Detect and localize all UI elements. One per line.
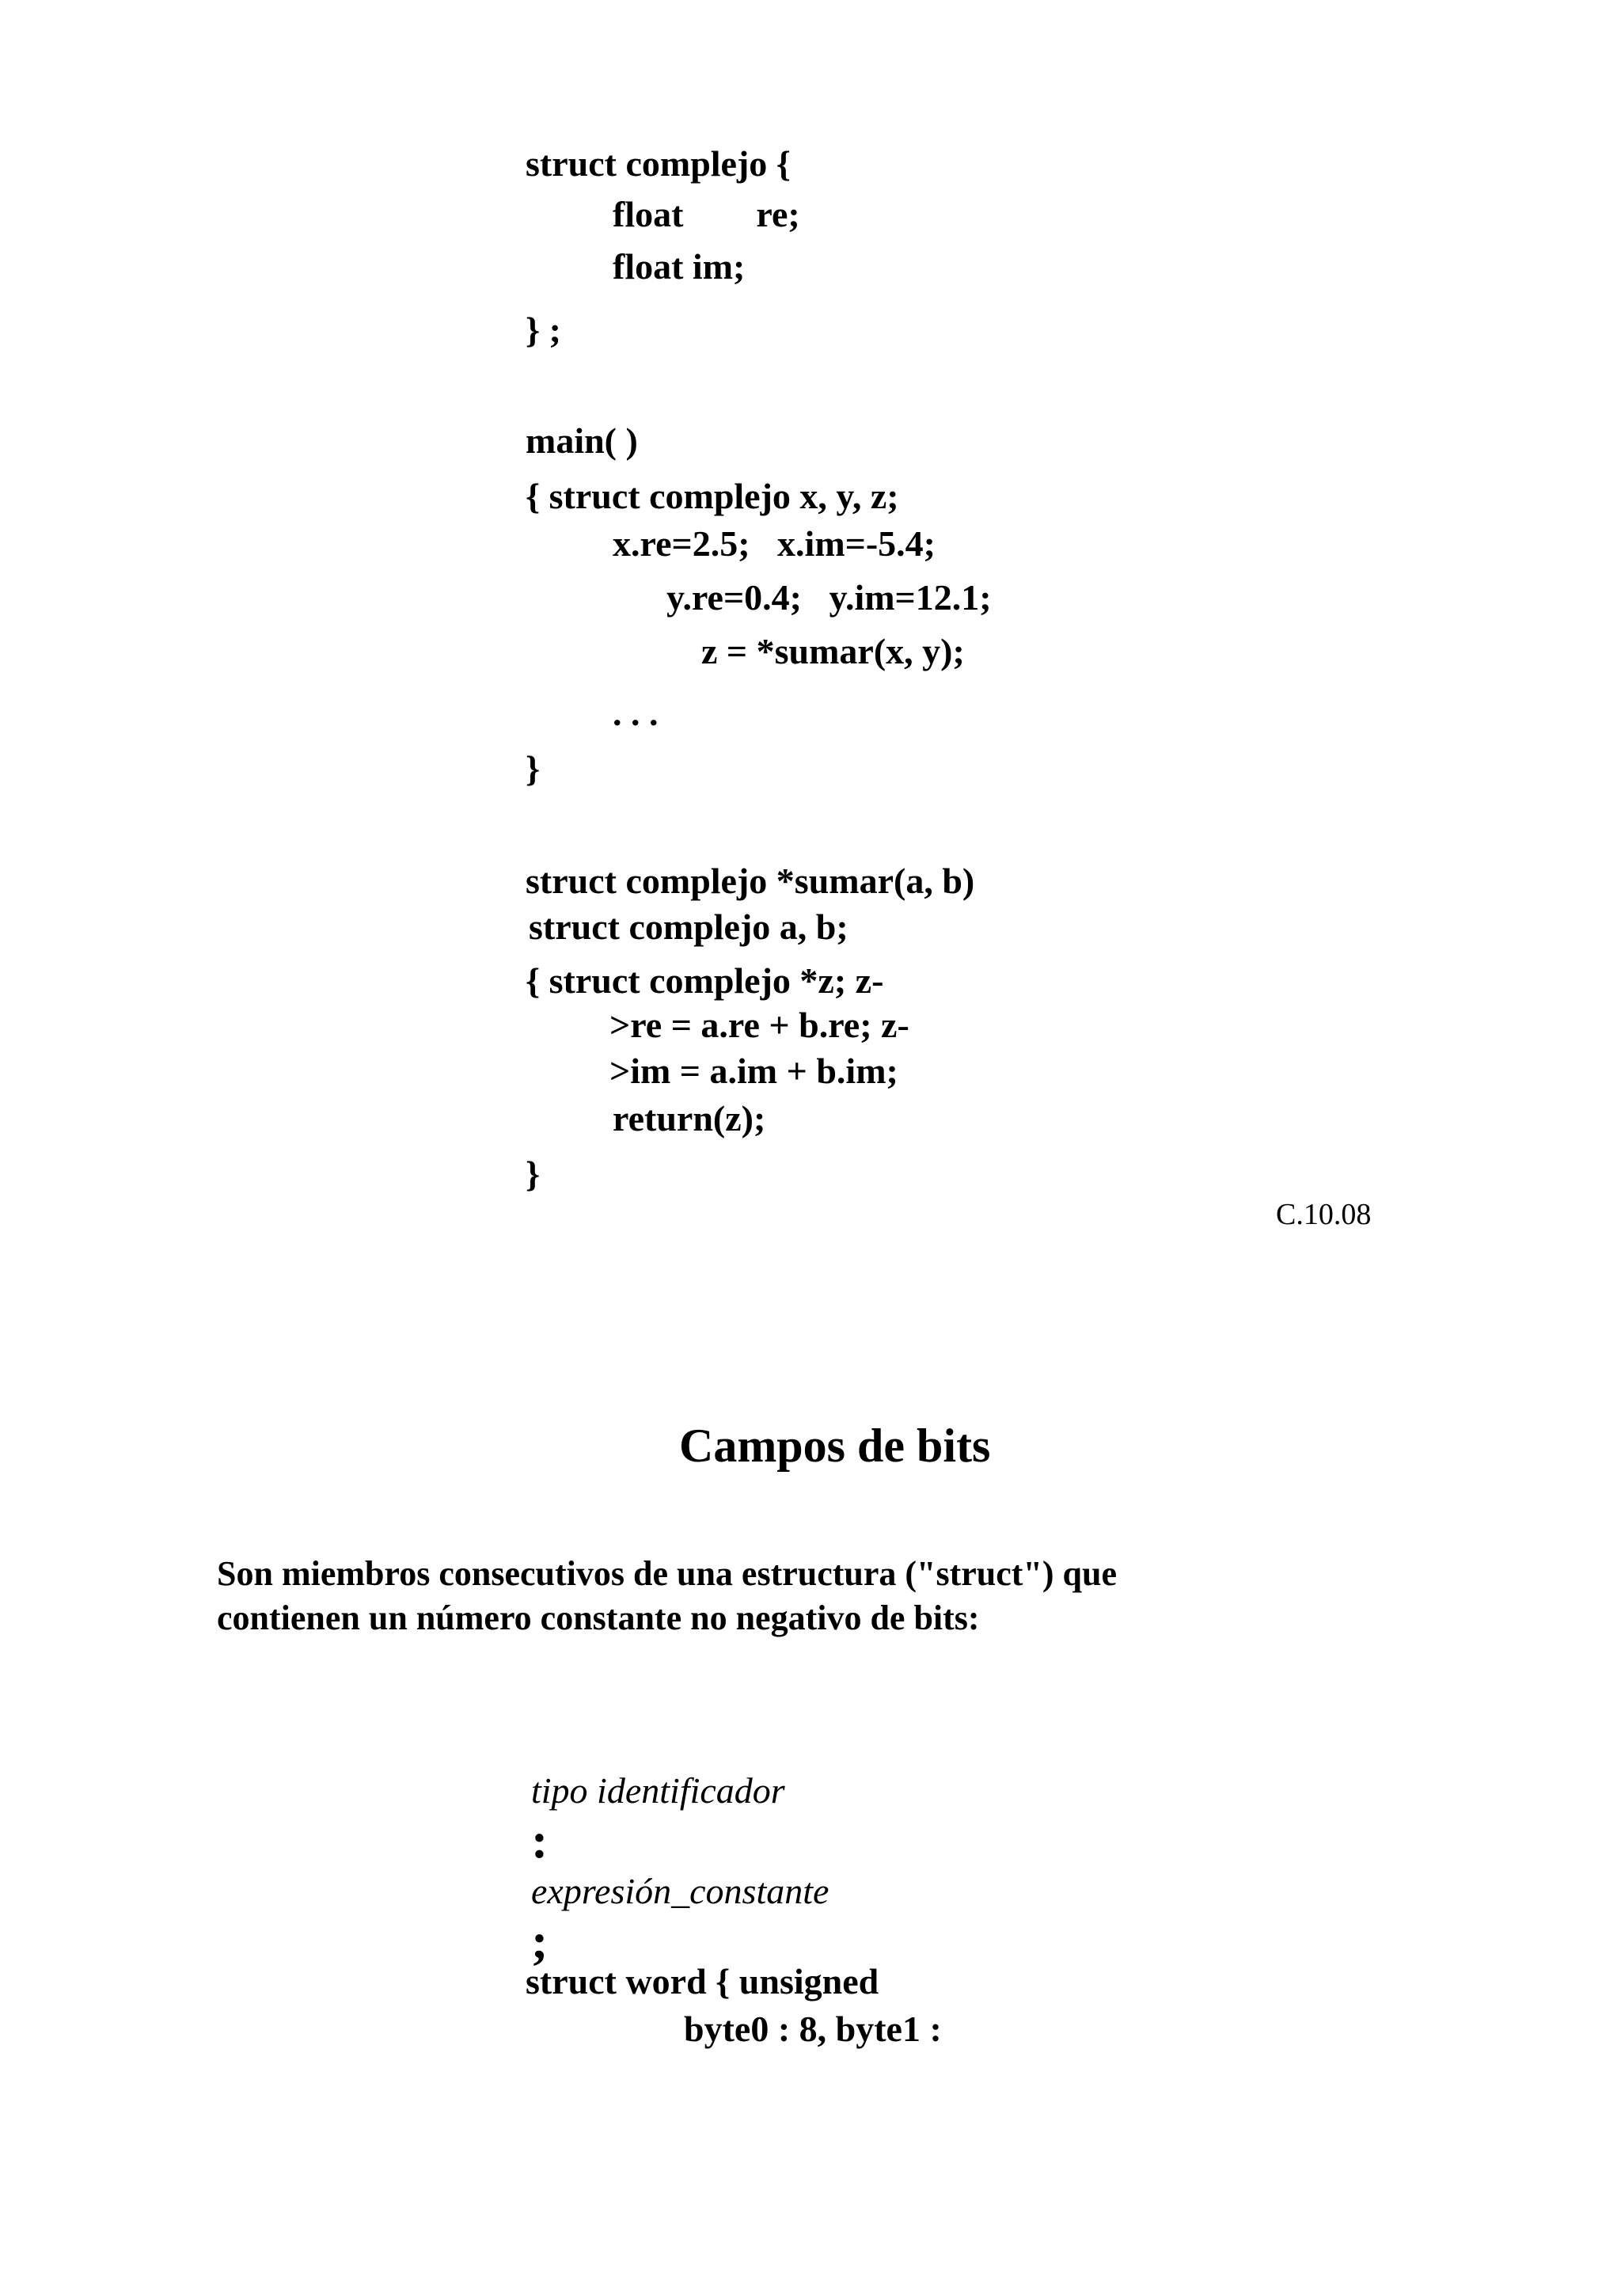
code-line: . . . [613,693,659,733]
syntax-line [513,1728,829,1971]
code-line: struct complejo { [526,143,791,184]
syntax-colon: : [531,1812,549,1868]
code-line: main( ) [526,420,638,461]
page-label: C.10.08 [1276,1198,1372,1231]
code-line: x.re=2.5; x.im=-5.4; [613,523,936,564]
code-line: { struct complejo *z; z- [526,960,884,1001]
code-line: struct complejo a, b; [529,907,848,947]
syntax-semicolon: ; [531,1913,549,1969]
syntax-expression: expresión_constante [531,1871,829,1911]
section-title: Campos de bits [679,1420,991,1472]
code-line: } [526,748,541,789]
paragraph-line: contienen un número constante no negativo de bits: [217,1598,980,1637]
code-line: >im = a.im + b.im; [609,1051,898,1091]
paragraph-line: Son miembros consecutivos de una estructura ("struct") que [217,1554,1117,1593]
syntax-type-identifier: tipo identificador [531,1770,785,1811]
code-line: byte0 : 8, byte1 : [684,2009,942,2049]
code-line: z = *sumar(x, y); [701,631,965,671]
code-line: } [526,1154,541,1194]
code-line: float re; [613,194,800,234]
code-line: { struct complejo x, y, z; [526,476,899,516]
code-line: y.re=0.4; y.im=12.1; [666,577,992,618]
code-line: } ; [526,310,561,350]
code-line: >re = a.re + b.re; z- [609,1005,909,1045]
code-line: struct complejo *sumar(a, b) [526,861,975,901]
code-line: return(z); [613,1098,766,1138]
code-line: struct word { unsigned [526,1961,879,2001]
code-line: float im; [613,246,746,287]
